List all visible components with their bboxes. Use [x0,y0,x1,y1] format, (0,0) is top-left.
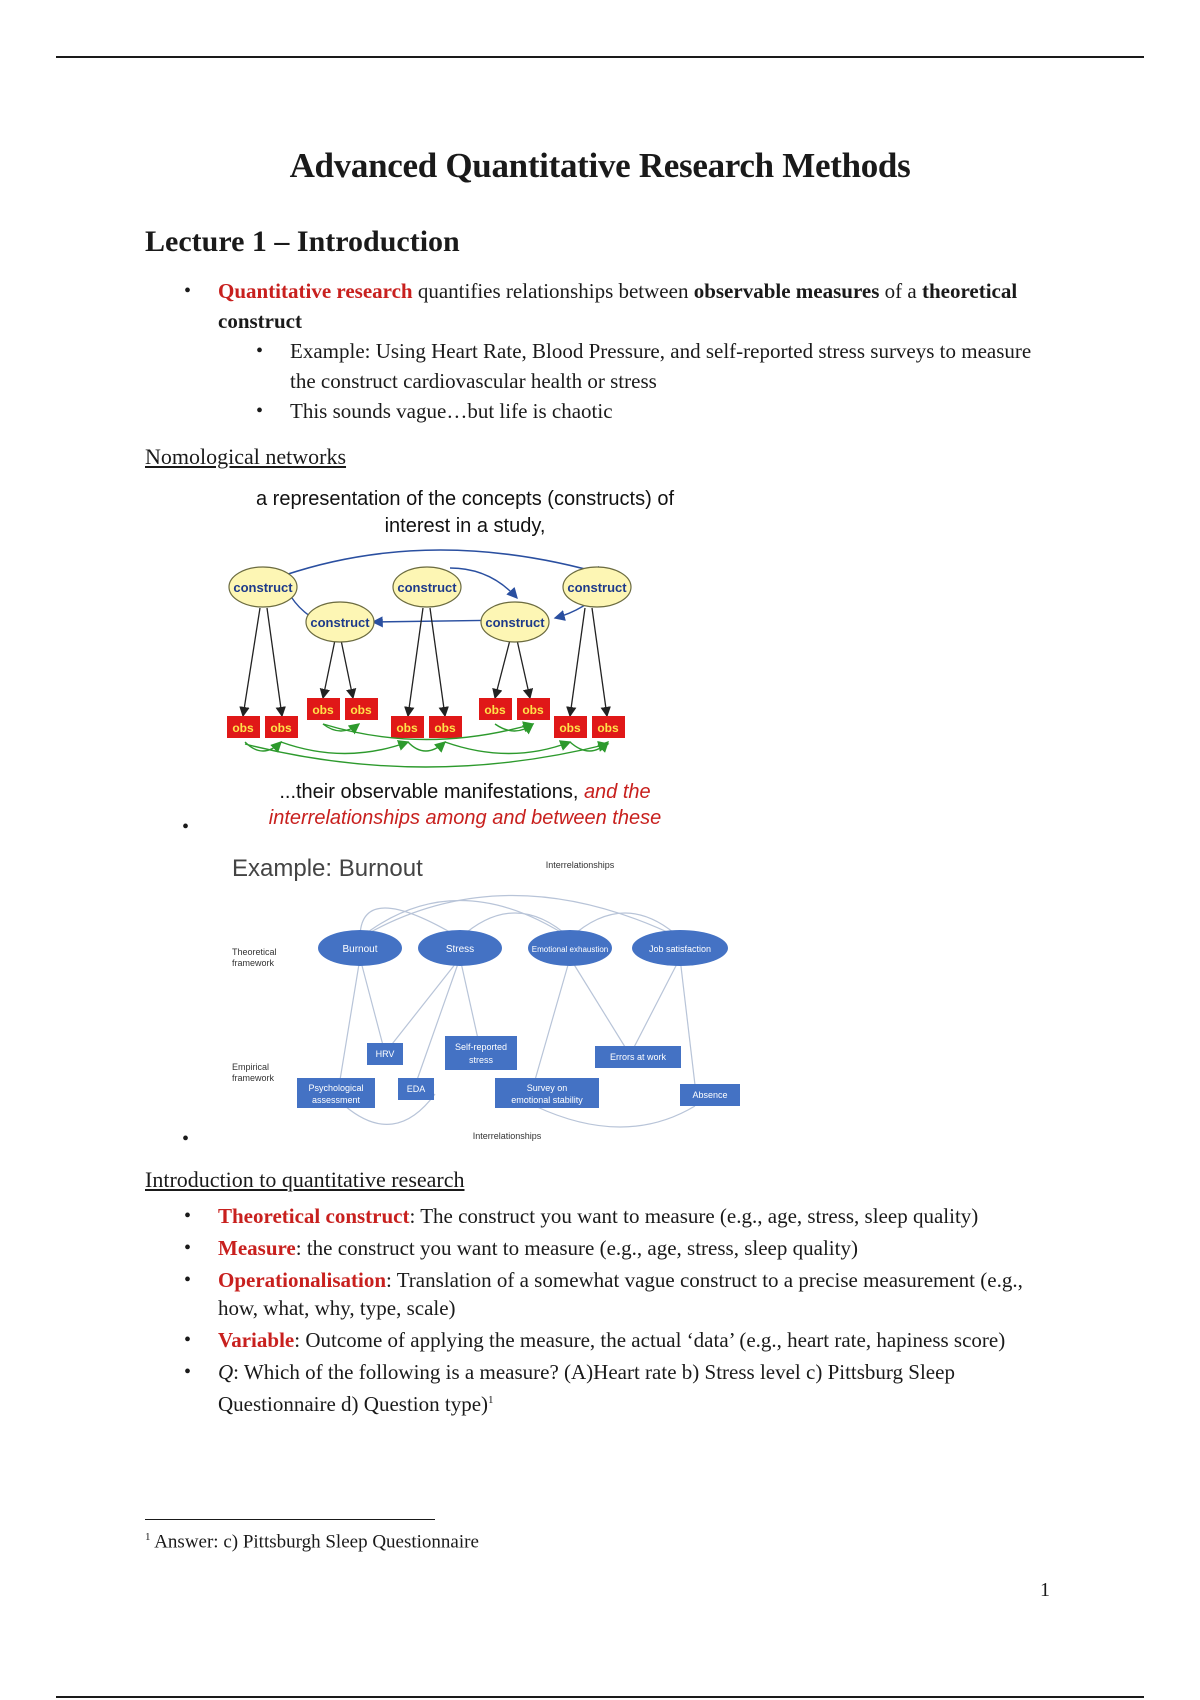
interrelationships-label-bottom: Interrelationships [472,1131,542,1141]
measure-self-reported-stress [445,1036,517,1070]
theoretical-label-2: framework [232,958,275,968]
lecture-heading: Lecture 1 – Introduction [145,225,460,258]
bullet-text: of a [879,279,922,303]
list-item [218,1202,1048,1230]
section-heading-nomological: Nomological networks [145,444,347,469]
term-measure: Measure [218,1236,296,1260]
construct-node [393,567,461,607]
measure-absence [680,1084,740,1106]
obs-label: obs [484,703,506,717]
empirical-label-2: framework [232,1073,275,1083]
list-item [218,1234,1048,1262]
obs-label: obs [434,721,456,735]
svg-text:EDA: EDA [406,1084,426,1094]
svg-text:Self-reported: Self-reported [454,1042,508,1052]
obs-label: obs [522,703,544,717]
obs-box [345,698,378,720]
obs-box [479,698,512,720]
footnote-reference: 1 [488,1394,494,1406]
figure1-caption-top-1: a representation of the concepts (constructs) of [256,488,674,510]
bullet: • [182,816,190,838]
svg-text:Psychological: Psychological [308,1083,364,1093]
bold-theoretical-construct: theoretical construct [218,279,1018,333]
measure-survey-emotional-stability [495,1078,599,1108]
empirical-label-1: Empirical [232,1062,270,1072]
definition-text: : The construct you want to measure (e.g., age, stress, sleep quality) [409,1204,979,1228]
term-operationalisation: Operationalisation [218,1268,387,1292]
burnout-example-figure [225,848,765,1153]
term-theoretical-construct: Theoretical construct [218,1204,410,1228]
footer-rule [56,1696,1144,1698]
list-item-question [218,1358,1048,1418]
question-label: Q [218,1360,234,1384]
construct-node-emotional-exhaustion [528,930,612,966]
figure1-caption-top-2: interest in a study, [384,515,546,537]
question-text: : Which of the following is a measure? (A)Heart rate b) Stress level c) Pittsburg Sleep Questionnaire d) Question type) [218,1360,955,1416]
figure1-caption-bottom-2: interrelationships among and between these [268,807,662,829]
measure-psychological-assessment [297,1078,375,1108]
obs-label: obs [312,703,334,717]
header-rule [56,56,1144,58]
measure-errors-at-work [595,1046,681,1068]
footnote-text: Answer: c) Pittsburgh Sleep Questionnaire [150,1531,479,1553]
obs-box [429,716,462,738]
theoretical-label-1: Theoretical [232,947,277,957]
construct-label: construct [233,580,293,595]
construct-label: construct [397,580,457,595]
measure-eda [398,1078,434,1100]
construct-node [229,567,297,607]
definition-list [218,1202,1048,1418]
definition-text: : the construct you want to measure (e.g., age, stress, sleep quality) [295,1236,858,1260]
svg-text:Burnout: Burnout [342,944,378,955]
svg-text:Stress: Stress [445,944,475,955]
list-item: • Example: Using Heart Rate, Blood Pressure, and self-reported stress surveys to measure the construct cardiovascular health or stress [290,336,1050,396]
construct-node-burnout [318,930,402,966]
list-item: • This sounds vague…but life is chaotic [290,396,1050,426]
construct-label: construct [485,615,545,630]
list-item [218,1266,1048,1322]
bullet: • [182,1128,190,1150]
obs-box [307,698,340,720]
svg-text:emotional stability: emotional stability [511,1095,583,1105]
svg-text:Emotional exhaustion: Emotional exhaustion [531,945,609,954]
svg-text:Job satisfaction: Job satisfaction [648,944,712,954]
obs-label: obs [559,721,581,735]
construct-label: construct [567,580,627,595]
bullet-text: quantifies relationships between [412,279,694,303]
svg-text:Errors at work: Errors at work [609,1052,667,1062]
intro-sub-list [290,336,1050,426]
obs-box [517,698,550,720]
section-heading-intro: Introduction to quantitative research [145,1167,465,1192]
obs-label: obs [232,721,254,735]
obs-box [227,716,260,738]
obs-label: obs [350,703,372,717]
obs-label: obs [270,721,292,735]
definition-text: : Outcome of applying the measure, the actual ‘data’ (e.g., heart rate, hapiness score) [294,1328,1006,1352]
footnote-rule [145,1519,435,1520]
construct-node [481,602,549,642]
footnote-mark: 1 [145,1531,151,1543]
obs-box [391,716,424,738]
figure1-caption-bottom-1: ...their observable manifestations, and the [279,781,651,803]
nomological-network-figure [225,480,715,840]
construct-node [563,567,631,607]
page-title: Advanced Quantitative Research Methods [289,146,911,185]
construct-node-job-satisfaction [632,930,728,966]
svg-text:Survey on: Survey on [526,1083,568,1093]
term-quantitative-research: Quantitative research [218,279,413,303]
footnote [145,1531,479,1553]
obs-label: obs [396,721,418,735]
bold-observable-measures: observable measures [693,279,880,303]
svg-text:assessment: assessment [311,1095,361,1105]
construct-node [306,602,374,642]
obs-label: obs [597,721,619,735]
list-item [218,276,1038,336]
definition-text: : Translation of a somewhat vague construct to a precise measurement (e.g., how, what, why, type, scale) [218,1268,1023,1320]
list-item [218,1326,1048,1354]
obs-box [592,716,625,738]
svg-text:stress: stress [468,1055,494,1065]
measurement-arrows [243,608,607,716]
construct-label: construct [310,615,370,630]
interrelationships-label-top: Interrelationships [545,860,615,870]
observable-relations [245,724,608,767]
figure2-title: Example: Burnout [232,855,423,882]
intro-bullet-list [218,276,1038,336]
svg-text:Absence: Absence [692,1090,728,1100]
term-variable: Variable [218,1328,295,1352]
measure-hrv [367,1043,403,1065]
svg-text:HRV: HRV [375,1049,395,1059]
construct-node-stress [418,930,502,966]
obs-box [265,716,298,738]
page-number: 1 [1040,1579,1050,1601]
obs-box [554,716,587,738]
